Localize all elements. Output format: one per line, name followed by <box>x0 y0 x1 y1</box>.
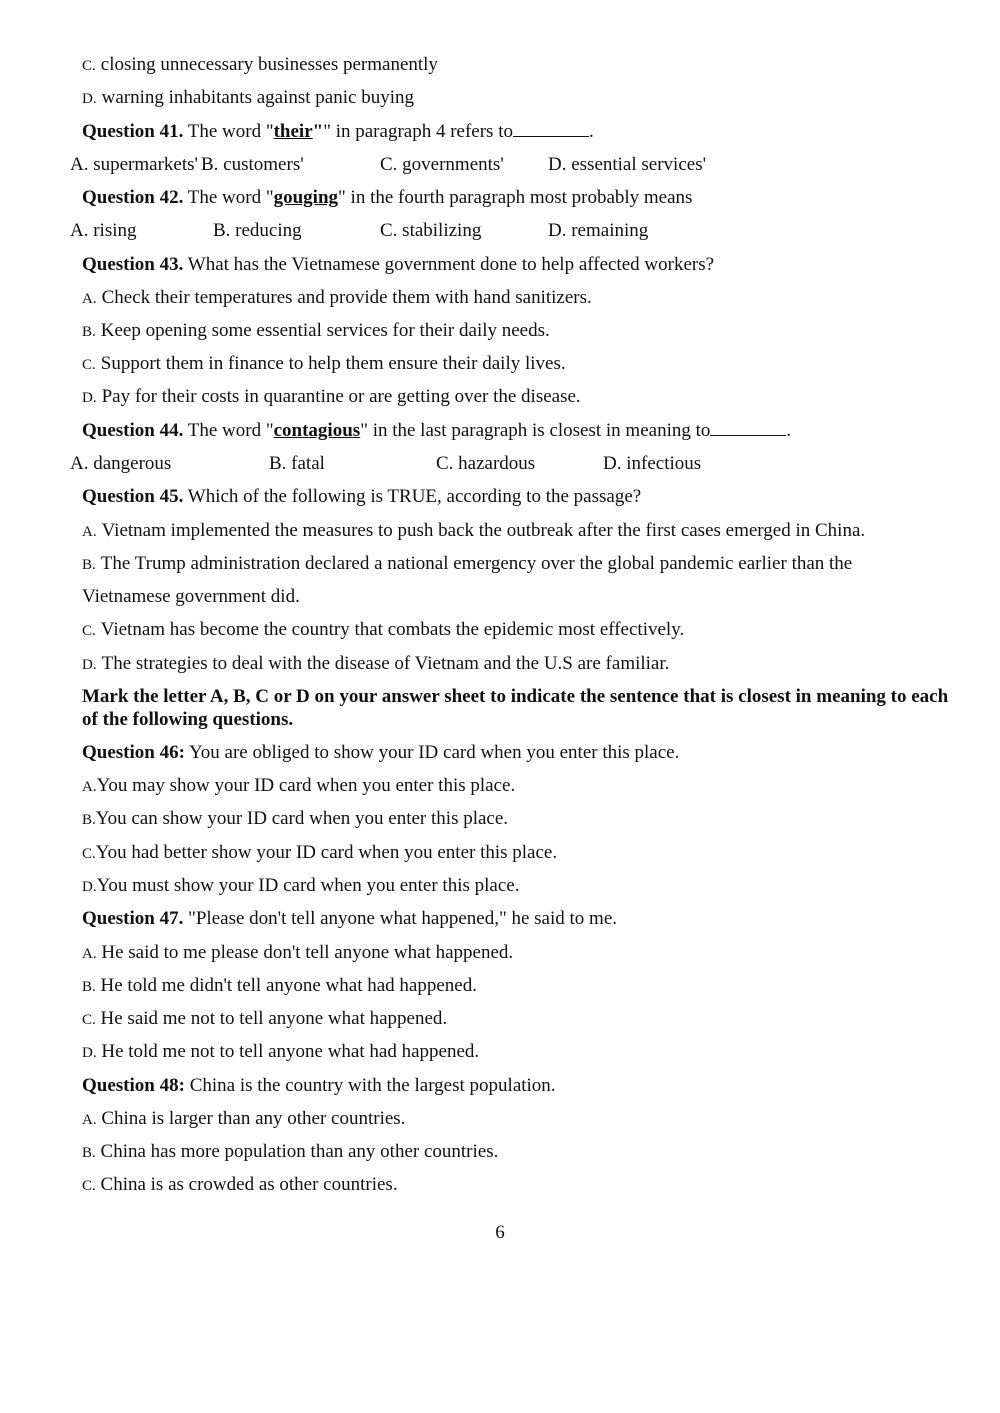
option-letter: B. <box>82 324 96 340</box>
answer-blank <box>710 419 786 436</box>
question-text: "Please don't tell anyone what happened," he said to me. <box>183 908 618 929</box>
q42-options <box>70 219 770 243</box>
q46-option-c <box>82 841 557 866</box>
question-punct: . <box>588 121 594 142</box>
q46-option-d <box>82 874 519 899</box>
q47-option-c <box>82 1007 447 1032</box>
question-46 <box>82 741 679 765</box>
page-number: 6 <box>495 1222 505 1243</box>
q43-option-a <box>82 286 592 311</box>
q41-option-a: A. supermarkets' <box>70 154 198 175</box>
q41-option-b: B. customers' <box>201 154 304 175</box>
q41-option-d: D. essential services' <box>548 154 707 175</box>
q44-option-c: C. hazardous <box>436 453 536 474</box>
question-number: Question 48: <box>82 1075 185 1096</box>
question-number: Question 44. <box>82 420 184 441</box>
option-letter: B. <box>82 557 96 573</box>
keyword: contagious <box>273 420 361 441</box>
option-text: Check their temperatures and provide them with hand sanitizers. <box>101 287 592 308</box>
question-43 <box>82 253 714 277</box>
q48-option-c <box>82 1173 398 1198</box>
question-text: The word " <box>183 420 274 441</box>
question-44 <box>82 419 791 443</box>
q41-option-c: C. governments' <box>380 154 504 175</box>
q45-option-b <box>82 552 852 577</box>
option-letter: A. <box>82 291 97 307</box>
option-text: The strategies to deal with the disease of Vietnam and the U.S are familiar. <box>101 653 670 674</box>
option-text: He told me didn't tell anyone what had happened. <box>100 975 477 996</box>
q43-option-d <box>82 385 581 410</box>
option-text: Pay for their costs in quarantine or are getting over the disease. <box>101 386 581 407</box>
option-letter: A. <box>82 946 97 962</box>
question-text: China is the country with the largest population. <box>184 1075 556 1096</box>
question-text: " in the fourth paragraph most probably means <box>338 187 693 208</box>
option-letter: C. <box>82 846 96 862</box>
option-letter: D. <box>82 1045 97 1061</box>
q41-options <box>70 153 770 177</box>
q42-option-d: D. remaining <box>548 220 649 241</box>
question-number: Question 41. <box>82 121 184 142</box>
question-47 <box>82 907 617 931</box>
q40-option-c <box>82 53 438 78</box>
q45-option-b-continuation: Vietnamese government did. <box>82 586 300 607</box>
option-text: closing unnecessary businesses permanently <box>100 54 438 75</box>
question-text: " in the last paragraph is closest in meaning to <box>360 420 711 441</box>
q45-option-d <box>82 652 669 677</box>
q44-option-b: B. fatal <box>269 453 325 474</box>
question-number: Question 46: <box>82 742 185 763</box>
question-41: Question 41. The word "their"" in paragraph 4 refers to . <box>82 121 594 142</box>
q42-option-c: C. stabilizing <box>380 220 482 241</box>
option-text: China has more population than any other countries. <box>100 1141 499 1162</box>
section-instruction: Mark the letter A, B, C or D on your answer sheet to indicate the sentence that is closest in meaning to each of the following questions. <box>82 686 949 730</box>
option-letter: D. <box>82 879 97 895</box>
option-letter: D. <box>82 91 97 107</box>
option-text: China is larger than any other countries. <box>101 1108 406 1129</box>
option-text: You can show your ID card when you enter this place. <box>95 808 509 829</box>
question-text: What has the Vietnamese government done to help affected workers? <box>183 254 715 275</box>
question-text: The word " <box>183 121 274 142</box>
question-number: Question 45. <box>82 486 184 507</box>
option-letter: D. <box>82 657 97 673</box>
q44-option-a: A. dangerous <box>70 453 172 474</box>
keyword: their <box>273 121 313 142</box>
option-letter: C. <box>82 58 96 74</box>
option-text: He said me not to tell anyone what happened. <box>100 1008 448 1029</box>
q40-option-d <box>82 86 414 111</box>
q45-option-a <box>82 519 865 544</box>
option-text: You must show your ID card when you enter this place. <box>96 875 520 896</box>
question-punct: . <box>786 420 792 441</box>
question-number: Question 47. <box>82 908 184 929</box>
q45-option-c <box>82 618 684 643</box>
q44-options <box>70 452 770 476</box>
question-text: You are obliged to show your ID card when you enter this place. <box>184 742 680 763</box>
option-letter: A. <box>82 1112 97 1128</box>
question-number: Question 42. <box>82 187 184 208</box>
option-letter: B. <box>82 812 96 828</box>
option-letter: A. <box>82 779 97 795</box>
q46-option-a <box>82 774 515 799</box>
option-text: Vietnam implemented the measures to push back the outbreak after the first cases emerged in China. <box>101 520 866 541</box>
question-48 <box>82 1074 556 1098</box>
question-42 <box>82 186 692 210</box>
question-number: Question 43. <box>82 254 184 275</box>
option-text: Support them in finance to help them ensure their daily lives. <box>100 353 566 374</box>
option-text: China is as crowded as other countries. <box>100 1174 398 1195</box>
option-text: The Trump administration declared a national emergency over the global pandemic earlier than the <box>100 553 853 574</box>
option-text: You had better show your ID card when you enter this place. <box>95 842 558 863</box>
q48-option-a <box>82 1107 405 1132</box>
option-letter: B. <box>82 1145 96 1161</box>
q43-option-b <box>82 319 550 344</box>
option-letter: C. <box>82 1012 96 1028</box>
q44-option-d: D. infectious <box>603 453 702 474</box>
option-text: He said to me please don't tell anyone what happened. <box>101 942 514 963</box>
option-letter: C. <box>82 623 96 639</box>
q47-option-b <box>82 974 477 999</box>
option-letter: A. <box>82 524 97 540</box>
question-text: Which of the following is TRUE, according to the passage? <box>183 486 642 507</box>
q42-option-b: B. reducing <box>213 220 302 241</box>
option-text: Keep opening some essential services for their daily needs. <box>100 320 550 341</box>
option-letter: B. <box>82 979 96 995</box>
q43-option-c <box>82 352 566 377</box>
question-text: The word " <box>183 187 274 208</box>
q46-option-b <box>82 807 508 832</box>
option-letter: C. <box>82 1178 96 1194</box>
option-text: warning inhabitants against panic buying <box>101 87 414 108</box>
question-text: " in paragraph 4 refers to <box>323 121 513 142</box>
keyword: gouging <box>273 187 339 208</box>
q48-option-b <box>82 1140 498 1165</box>
option-text: You may show your ID card when you enter this place. <box>96 775 516 796</box>
q42-option-a: A. rising <box>70 220 137 241</box>
option-letter: D. <box>82 390 97 406</box>
q47-option-a <box>82 941 513 966</box>
answer-blank <box>513 120 589 137</box>
question-45 <box>82 485 641 509</box>
q47-option-d <box>82 1040 479 1065</box>
option-letter: C. <box>82 357 96 373</box>
option-text: He told me not to tell anyone what had happened. <box>101 1041 480 1062</box>
option-text: Vietnam has become the country that combats the epidemic most effectively. <box>100 619 685 640</box>
